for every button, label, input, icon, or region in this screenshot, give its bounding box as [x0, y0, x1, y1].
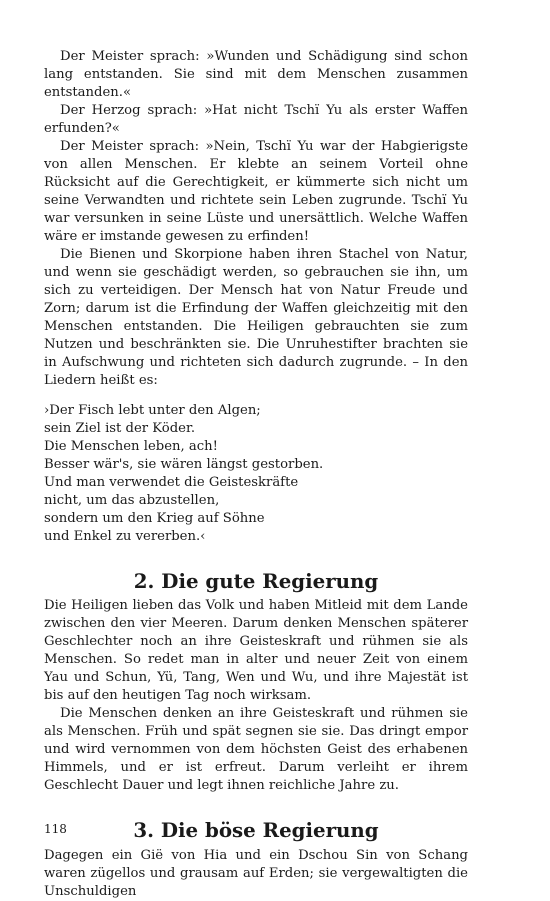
- paragraph-gie-dschou-sin: Dagegen ein Gië von Hia und ein Dschou Sin von Schang waren zügellos und grausam auf Erden; sie vergewaltigten die Unschuldigen: [44, 848, 468, 899]
- paragraph-duke-question: Der Herzog sprach: »Hat nicht Tschï Yu als erster Waffen erfunden?«: [44, 103, 468, 136]
- poem-line: Und man verwendet die Geisteskräfte: [44, 475, 299, 490]
- paragraph-people-praise: Die Menschen denken an ihre Geisteskraft und rühmen sie als Menschen. Früh und spät segnen sie sie. Das dringt empor und wird vernommen von dem höchsten Geist des erhabenen Himmels, und er ist erfreut. Darum verleiht er ihrem Geschlecht Dauer und legt ihnen reichliche Jahre zu.: [44, 706, 468, 793]
- section-heading-good-government: 2. Die gute Regierung: [133, 569, 379, 593]
- paragraph-master-wounds: Der Meister sprach: »Wunden und Schädigung sind schon lang entstanden. Sie sind mit dem Menschen zusammen entstanden.«: [44, 49, 468, 100]
- poem-line: sondern um den Krieg auf Söhne: [44, 511, 265, 526]
- poem-line: nicht, um das abzustellen,: [44, 493, 220, 508]
- poem-line: ›Der Fisch lebt unter den Algen;: [44, 403, 261, 418]
- paragraph-saints-love-people: Die Heiligen lieben das Volk und haben Mitleid mit dem Lande zwischen den vier Meeren. Darum denken Menschen späterer Geschlechter noch an ihre Geisteskraft und rühmen sie als Menschen. So redet man in alter und neuer Zeit von einem Yau und Schun, Yü, Tang, Wen und Wu, und ihre Majestät ist bis auf den heutigen Tag noch wirksam.: [44, 598, 468, 703]
- page-number: 118: [44, 822, 67, 836]
- paragraph-master-tschi-yu: Der Meister sprach: »Nein, Tschï Yu war der Habgierigste von allen Menschen. Er klebte an seinem Vorteil ohne Rücksicht auf die Gerechtigkeit, er kümmerte sich nicht um seine Verwandten und richtete sein Leben zugrunde. Tschï Yu war versunken in seine Lüste und unersättlich. Welche Waffen wäre er imstande gewesen zu erfinden!: [44, 139, 468, 244]
- poem-line: sein Ziel ist der Köder.: [44, 421, 196, 436]
- poem-line: Besser wär's, sie wären längst gestorben.: [44, 457, 324, 472]
- poem-line: und Enkel zu vererben.‹: [44, 529, 206, 544]
- paragraph-bees-scorpions: Die Bienen und Skorpione haben ihren Stachel von Natur, und wenn sie geschädigt werden, so gebrauchen sie ihn, um sich zu verteidigen. Der Mensch hat von Natur Freude und Zorn; darum ist die Erfindung der Waffen gleichzeitig mit den Menschen entstanden. Die Heiligen gebrauchten sie zum Nutzen und beschränkten sie. Die Unruhestifter brachten sie in Aufschwung und richteten sich dadurch zugrunde. – In den Liedern heißt es:: [44, 247, 468, 388]
- section-heading-bad-government: 3. Die böse Regierung: [133, 818, 379, 842]
- page-body: [44, 48, 468, 901]
- poem-quote: [44, 402, 468, 546]
- poem-line: Die Menschen leben, ach!: [44, 439, 218, 454]
